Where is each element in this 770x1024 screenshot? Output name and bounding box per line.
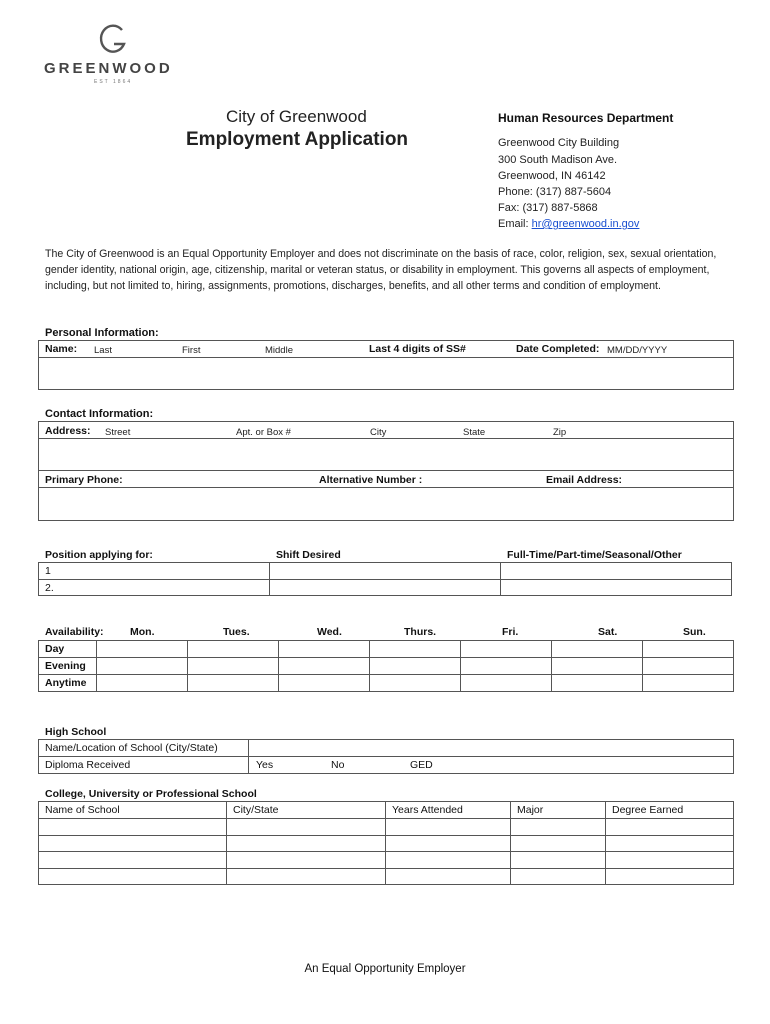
hr-email-label: Email:: [498, 218, 532, 230]
hr-address-line: Greenwood, IN 46142: [498, 170, 606, 182]
hr-department-heading: Human Resources Department: [498, 111, 674, 125]
divider: [269, 562, 270, 596]
college-col-major: Major: [517, 804, 544, 816]
divider: [38, 657, 734, 658]
logo-wordmark: GREENWOOD: [44, 60, 173, 77]
hr-phone: Phone: (317) 887-5604: [498, 186, 612, 198]
divider: [38, 868, 734, 869]
divider: [605, 801, 606, 885]
college-col-city-state: City/State: [233, 804, 279, 816]
hr-address-line: Greenwood City Building: [498, 137, 620, 149]
day-header-fri: Fri.: [502, 626, 519, 638]
hr-email-link[interactable]: hr@greenwood.in.gov: [531, 218, 640, 230]
divider: [38, 756, 734, 757]
logo-est: EST 1864: [94, 79, 133, 85]
hr-address-line: 300 South Madison Ave.: [498, 154, 618, 166]
divider: [248, 739, 249, 774]
diploma-yes-option[interactable]: Yes: [256, 759, 274, 771]
day-header-mon: Mon.: [130, 626, 155, 638]
first-name-label: First: [182, 345, 201, 356]
city-title: City of Greenwood: [226, 107, 367, 126]
alternative-number-label: Alternative Number :: [319, 474, 423, 486]
email-address-label: Email Address:: [546, 474, 623, 486]
position-row-1: 1: [45, 565, 51, 577]
phone-email-entry-field[interactable]: [39, 488, 733, 520]
last-name-label: Last: [94, 345, 112, 356]
day-header-thurs: Thurs.: [404, 626, 437, 638]
availability-row-anytime: Anytime: [45, 677, 87, 689]
day-header-tues: Tues.: [223, 626, 250, 638]
divider: [385, 801, 386, 885]
divider: [510, 801, 511, 885]
divider: [38, 835, 734, 836]
divider: [38, 470, 734, 471]
day-header-wed: Wed.: [317, 626, 342, 638]
personal-info-heading: Personal Information:: [45, 327, 159, 339]
date-completed-label: Date Completed:: [516, 343, 600, 355]
primary-phone-label: Primary Phone:: [45, 474, 123, 486]
hr-email-line: [498, 218, 639, 230]
divider: [369, 640, 370, 692]
footer-eoe: An Equal Opportunity Employer: [304, 963, 466, 975]
divider: [278, 640, 279, 692]
day-header-sun: Sun.: [683, 626, 706, 638]
personal-info-entry-field[interactable]: [39, 358, 733, 389]
address-label: Address:: [45, 425, 91, 437]
college-col-name: Name of School: [45, 804, 120, 816]
greenwood-logo-g-icon: [98, 22, 128, 58]
availability-label: Availability:: [45, 626, 104, 638]
divider: [38, 851, 734, 852]
college-col-degree: Degree Earned: [612, 804, 684, 816]
college-col-years: Years Attended: [392, 804, 463, 816]
college-heading: College, University or Professional School: [45, 788, 257, 800]
availability-row-evening: Evening: [45, 660, 86, 672]
employment-type-label: Full-Time/Part-time/Seasonal/Other: [507, 549, 682, 561]
city-label: City: [370, 427, 387, 438]
availability-row-day: Day: [45, 643, 65, 655]
divider: [642, 640, 643, 692]
day-header-sat: Sat.: [598, 626, 618, 638]
contact-info-heading: Contact Information:: [45, 408, 154, 420]
zip-label: Zip: [553, 427, 567, 438]
eeo-statement: The City of Greenwood is an Equal Opportunity Employer and does not discriminate on the basis of race, color, religion, sex, sexual orientation, gender identity, national origin, age, citizenship, marital or veteran status, or disability in employment. This governs all aspects of employment, including, but not limited to, hiring, assignments, promotions, discharges, benefits, and all other terms and condition of employment.: [45, 248, 717, 292]
availability-table: [38, 640, 734, 692]
diploma-received-label: Diploma Received: [45, 759, 131, 771]
shift-desired-label: Shift Desired: [276, 549, 341, 561]
divider: [500, 562, 501, 596]
divider: [38, 674, 734, 675]
divider: [187, 640, 188, 692]
position-row-2: 2.: [45, 582, 54, 594]
divider: [38, 579, 732, 580]
high-school-heading: High School: [45, 726, 107, 738]
name-label: Name:: [45, 343, 78, 355]
hr-fax: Fax: (317) 887-5868: [498, 202, 598, 214]
middle-name-label: Middle: [265, 345, 293, 356]
diploma-ged-option[interactable]: GED: [410, 759, 433, 771]
divider: [551, 640, 552, 692]
school-name-location-label: Name/Location of School (City/State): [45, 742, 218, 754]
street-label: Street: [105, 427, 131, 438]
address-entry-field[interactable]: [39, 439, 733, 470]
divider: [38, 818, 734, 819]
diploma-no-option[interactable]: No: [331, 759, 345, 771]
ssn-label: Last 4 digits of SS#: [369, 343, 466, 355]
state-label: State: [463, 427, 486, 438]
divider: [226, 801, 227, 885]
divider: [460, 640, 461, 692]
divider: [96, 640, 97, 692]
page-title: Employment Application: [186, 129, 409, 150]
apt-label: Apt. or Box #: [236, 427, 291, 438]
position-applying-label: Position applying for:: [45, 549, 153, 561]
date-format: MM/DD/YYYY: [607, 345, 668, 356]
